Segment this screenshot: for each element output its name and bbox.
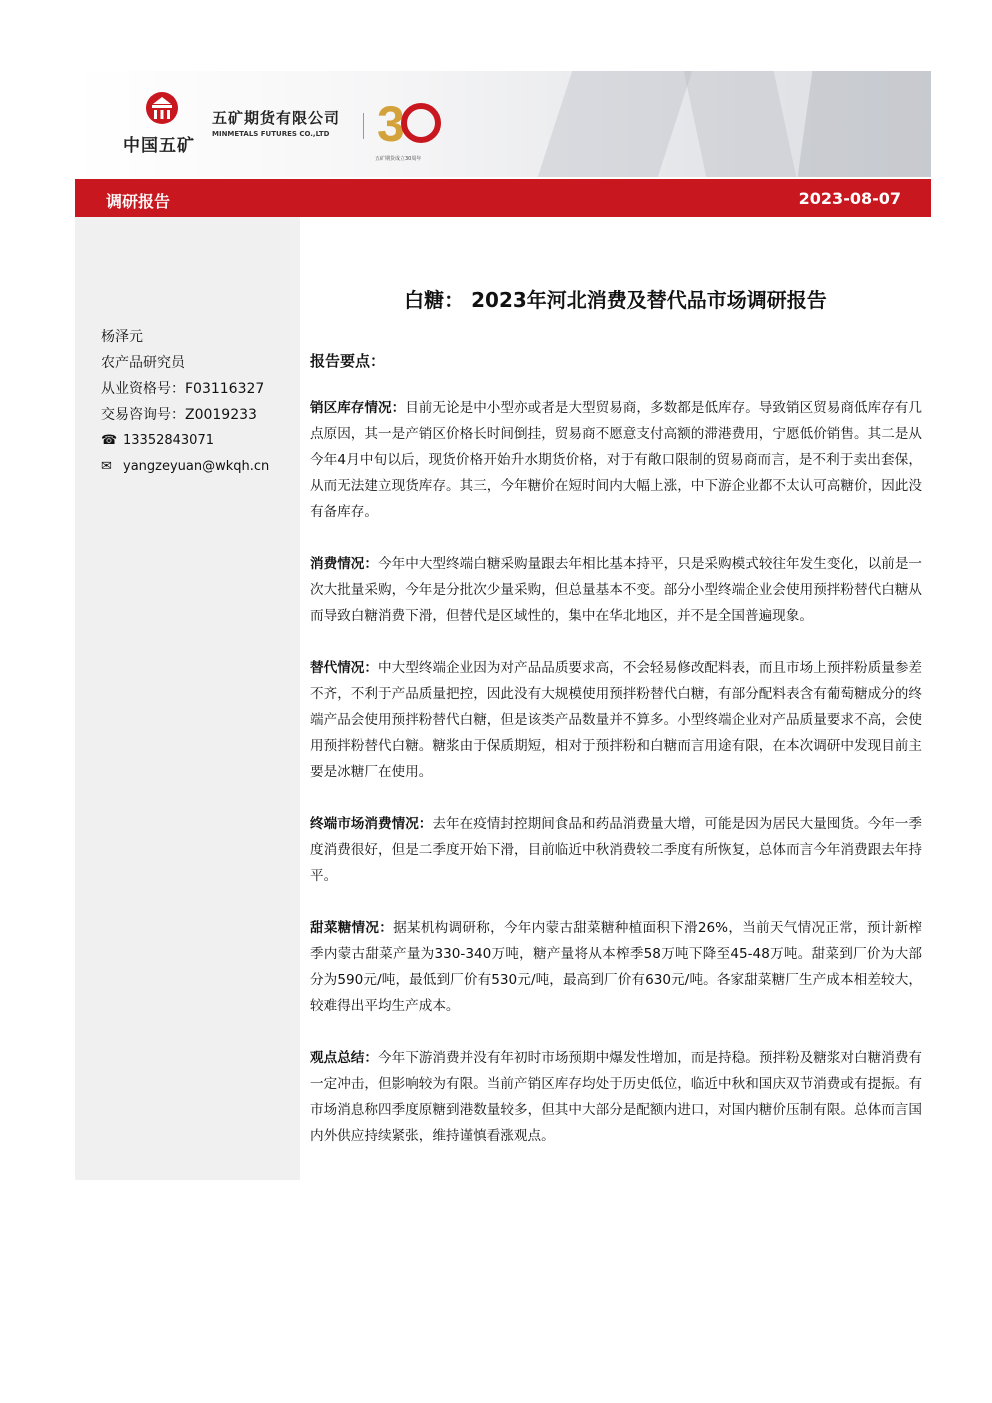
section-label: 观点总结： <box>310 1050 379 1066</box>
author-info <box>101 324 269 480</box>
report-date: 2023-08-07 <box>798 189 901 208</box>
author-name: 杨泽元 <box>101 329 143 345</box>
section-inventory <box>310 395 922 525</box>
author-email-row <box>101 454 269 480</box>
author-consult-number: 交易咨询号：Z0019233 <box>101 407 257 423</box>
report-type-bar <box>75 179 931 217</box>
section-text: 目前无论是中小型亦或者是大型贸易商，多数都是低库存。导致销区贸易商低库存有几点原因，其一是产销区价格长时间倒挂，贸易商不愿意支付高额的滞港费用，宁愿低价销售。其二是从今年4月中旬以后，现货价格开始升水期货价格，对于有敞口限制的贸易商而言，是不利于卖出套保，从而无法建立现货库存。其三，今年糖价在短时间内大幅上涨，中下游企业都不太认可高糖价，因此没有备库存。 <box>310 400 922 520</box>
anniversary-30-icon <box>375 89 445 153</box>
highlights-heading: 报告要点： <box>310 352 386 370</box>
author-role: 农产品研究员 <box>101 355 185 371</box>
report-type-label: 调研报告 <box>106 192 171 211</box>
section-text: 今年中大型终端白糖采购量跟去年相比基本持平，只是采购模式较往年发生变化，以前是一次大批量采购，今年是分批次少量采购，但总量基本不变。部分小型终端企业会使用预拌粉替代白糖从而导致白糖消费下滑，但替代是区域性的，集中在华北地区，并不是全国普遍现象。 <box>310 556 923 624</box>
author-qualification: 从业资格号：F03116327 <box>101 381 265 397</box>
section-text: 去年在疫情封控期间食品和药品消费量大增，可能是因为居民大量囤货。今年一季度消费很好，但是二季度开始下滑，目前临近中秋消费较二季度有所恢复，总体而言今年消费跟去年持平。 <box>310 816 923 884</box>
anniversary-logo <box>375 89 455 169</box>
logo-text: 中国五矿 <box>123 136 195 156</box>
email-icon: ✉ <box>101 459 112 474</box>
background-building <box>798 71 931 177</box>
author-phone-row <box>101 428 269 454</box>
section-terminal-market <box>310 811 922 889</box>
section-text: 据某机构调研称，今年内蒙古甜菜糖种植面积下滑26%，当前天气情况正常，预计新榨季内蒙古甜菜产量为330-340万吨，糖产量将从本榨季58万吨下降至45-48万吨。甜菜到厂价为大部分为590元/吨，最低到厂价有530元/吨，最高到厂价有630元/吨。各家甜菜糖厂生产成本相差较大，较难得出平均生产成本。 <box>310 920 923 1014</box>
header-divider <box>363 113 364 139</box>
section-label: 销区库存情况： <box>310 400 406 416</box>
section-text: 今年下游消费并没有年初时市场预期中爆发性增加，而是持稳。预拌粉及糖浆对白糖消费有一定冲击，但影响较为有限。当前产销区库存均处于历史低位，临近中秋和国庆双节消费或有提振。有市场消息称四季度原糖到港数量较多，但其中大部分是配额内进口，对国内糖价压制有限。总体而言国内外供应持续紧张，维持谨慎看涨观点。 <box>310 1050 923 1144</box>
background-building <box>538 71 692 177</box>
author-email[interactable]: yangzeyuan@wkqh.cn <box>123 459 270 474</box>
section-label: 终端市场消费情况： <box>310 816 433 832</box>
section-substitution <box>310 655 922 785</box>
report-body <box>310 350 922 1175</box>
section-beet-sugar <box>310 915 922 1019</box>
report-title: 白糖： 2023年河北消费及替代品市场调研报告 <box>404 288 827 312</box>
company-name-cn: 五矿期货有限公司 <box>212 109 341 127</box>
section-text: 中大型终端企业因为对产品品质要求高，不会轻易修改配料表，而且市场上预拌粉质量参差不齐，不利于产品质量把控，因此没有大规模使用预拌粉替代白糖，有部分配料表含有葡萄糖成分的终端产品会使用预拌粉替代白糖，但是该类产品数量并不算多。小型终端企业对产品质量要求不高，会使用预拌粉替代白糖。糖浆由于保质期短，相对于预拌粉和白糖而言用途有限，在本次调研中发现目前主要是冰糖厂在使用。 <box>310 660 923 780</box>
minmetals-logo <box>123 91 203 161</box>
header-banner <box>75 71 931 177</box>
minmetals-seal-icon <box>145 91 179 125</box>
section-label: 消费情况： <box>310 556 379 572</box>
svg-text:3: 3 <box>377 96 405 152</box>
anniversary-caption: 五矿期货成立30周年 <box>375 156 422 162</box>
section-consumption <box>310 551 922 629</box>
section-label: 甜菜糖情况： <box>310 920 394 936</box>
background-building <box>684 71 797 177</box>
author-phone: 13352843071 <box>123 433 214 448</box>
company-name-en: MINMETALS FUTURES CO.,LTD <box>212 130 330 138</box>
company-name <box>212 107 340 138</box>
section-conclusion <box>310 1045 922 1149</box>
phone-icon: ☎ <box>101 433 118 448</box>
section-label: 替代情况： <box>310 660 379 676</box>
